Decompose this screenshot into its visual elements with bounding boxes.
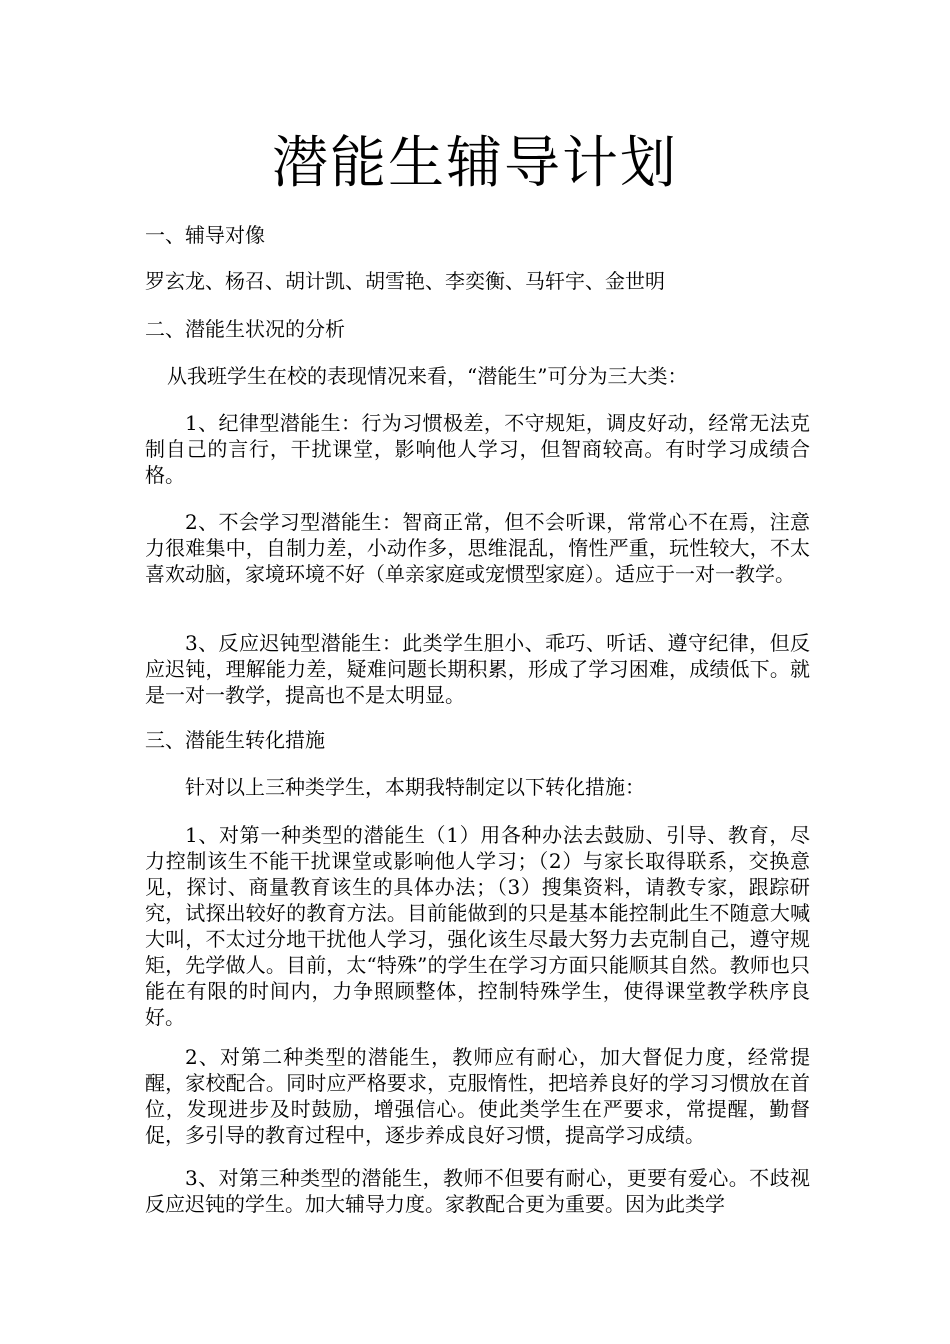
section2-item-2: 2、不会学习型潜能生：智商正常，但不会听课，常常心不在焉，注意力很难集中，自制力差，小动作多，思维混乱，惰性严重，玩性较大，不太喜欢动脑，家境环境不好（单亲家庭或宠惯型家庭）。适应于一对一教学。: [145, 510, 810, 586]
section2-item-3: 3、反应迟钝型潜能生：此类学生胆小、乖巧、听话、遵守纪律，但反应迟钝，理解能力差，疑难问题长期积累，形成了学习困难，成绩低下。就是一对一教学，提高也不是太明显。: [145, 631, 810, 707]
section3-item-3: 3、对第三种类型的潜能生，教师不但要有耐心，更要有爱心。不歧视反应迟钝的学生。加大辅导力度。家教配合更为重要。因为此类学: [145, 1166, 810, 1216]
document-title: 潜能生辅导计划: [272, 131, 678, 196]
section2-heading: 二、潜能生状况的分析: [145, 317, 345, 341]
section3-heading: 三、潜能生转化措施: [145, 728, 325, 752]
section3-intro: 针对以上三种类学生，本期我特制定以下转化措施：: [185, 775, 645, 799]
section2-item-1: 1、纪律型潜能生：行为习惯极差，不守规矩，调皮好动，经常无法克制自己的言行，干扰课堂，影响他人学习，但智商较高。有时学习成绩合格。: [145, 411, 810, 487]
section3-item-2: 2、对第二种类型的潜能生，教师应有耐心，加大督促力度，经常提醒，家校配合。同时应严格要求，克服惰性，把培养良好的学习习惯放在首位，发现进步及时鼓励，增强信心。使此类学生在严要求，常提醒，勤督促，多引导的教育过程中，逐步养成良好习惯，提高学习成绩。: [145, 1045, 810, 1147]
section1-heading: 一、辅导对像: [145, 223, 265, 247]
section3-item-1: 1、对第一种类型的潜能生（1）用各种办法去鼓励、引导、教育，尽力控制该生不能干扰课堂或影响他人学习；（2）与家长取得联系，交换意见，探讨、商量教育该生的具体办法；（3）搜集资料，请教专家，跟踪研究，试探出较好的教育方法。目前能做到的只是基本能控制此生不随意大喊大叫，不太过分地干扰他人学习，强化该生尽最大努力去克制自己，遵守规矩，先学做人。目前，太“特殊”的学生在学习方面只能顺其自然。教师也只能在有限的时间内，力争照顾整体，控制特殊学生，使得课堂教学秩序良好。: [145, 823, 810, 1029]
student-names: 罗玄龙、杨召、胡计凯、胡雪艳、李奕衡、马轩宇、金世明: [145, 269, 665, 293]
section2-intro: 从我班学生在校的表现情况来看，“潜能生”可分为三大类：: [167, 364, 688, 388]
